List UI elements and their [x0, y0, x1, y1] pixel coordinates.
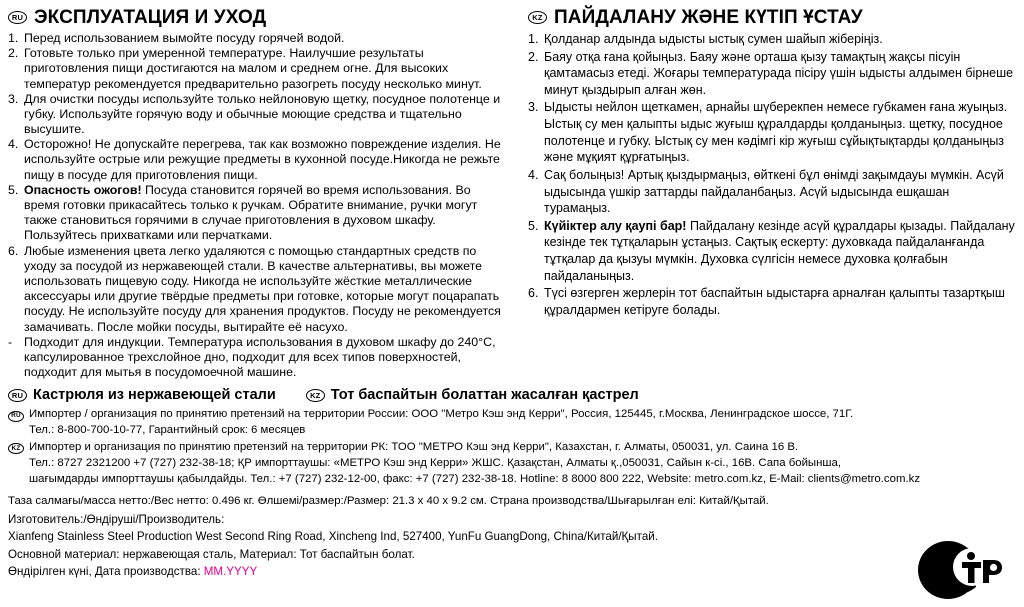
- list-text: Осторожно! Не допускайте перегрева, так как возможно повреждение изделия. Не используйте острые или режущие предметы в кухонной посуде.Никогда не режьте пищу в посуде для приготовления пищи.: [24, 137, 501, 182]
- list-item: [8, 46, 502, 92]
- list-text: Для очистки посуды используйте только нейлоновую щетку, посудное полотенце и губку. Используйте горячую воду и обычные моющие средства и тщательно высушите.: [24, 91, 501, 137]
- kz-heading-row: [528, 8, 1018, 28]
- list-item: [528, 99, 1018, 166]
- list-marker: 2.: [8, 46, 19, 61]
- production-date-label: Өндірілген күні, Дата производства:: [8, 565, 204, 579]
- list-marker: 1.: [8, 30, 19, 45]
- ru-flag-badge-icon: RU: [8, 411, 24, 422]
- list-marker: 4.: [528, 167, 539, 182]
- list-item: [528, 31, 1018, 48]
- list-text-lead: Күйіктер алу қаупі бар!: [544, 218, 687, 233]
- list-text: Қолданар алдында ыдысты ыстық сумен шайып жіберіңіз.: [544, 31, 883, 46]
- list-text: Готовьте только при умеренной температуре. Наилучшие результаты приготовления пищи достигаются на малом и среднем огне. Для высоких температур рекомендуется предварительно разогреть посуду несколько минут.: [24, 46, 482, 91]
- product-title-kz: Тот баспайтын болаттан жасалған қастрел: [330, 387, 639, 404]
- kz-flag-badge-icon: KZ: [528, 11, 547, 24]
- list-marker: 5.: [8, 182, 19, 197]
- manufacturer-label: Изготовитель:/Өндіруші/Производитель:: [8, 512, 225, 526]
- material-text: Основной материал: нержавеющая сталь, Материал: Тот баспайтын болат.: [8, 547, 415, 561]
- list-marker: 1.: [528, 31, 539, 46]
- list-text: Сақ болыңыз! Артық қыздырмаңыз, өйткені бұл өнімді зақымдауы мүмкін. Асүй ыдысында үшкір заттарды пайдаланбаңыз. Асүй ыдысында ешқашан турамаңыз.: [544, 167, 1004, 216]
- list-marker: 6.: [8, 243, 19, 258]
- list-text: Любые изменения цвета легко удаляются с помощью стандартных средств по уходу за посудой из нержавеющей стали. В качестве альтернативы, вы можете использовать пищевую соду. Никогда не используйте жёсткие металлические аксессуары или другие твёрдые предметы при готовке, которые могут поцарапать посуду. Не используйте посуду для хранения продуктов. Посуду не рекомендуется замачивать. После мойки посуды, вытирайте её насухо.: [24, 243, 501, 334]
- list-text: Түсі өзгерген жерлерін тот баспайтын ыдыстарға арналған қалыпты тазартқыш құралдармен кетіруге болады.: [544, 286, 1005, 317]
- kz-phone-text-continued: шағымдарды импорттаушы қабылдайды. Тел.: +7 (727) 232-12-00, факс: +7 (727) 232-38-18. Hotline: 8 8000 800 222, Website: metro.com.kz, E-Mail: clients@metro.com.kz: [29, 473, 921, 485]
- list-marker: 2.: [528, 49, 539, 64]
- list-marker: 5.: [528, 218, 539, 233]
- instructions-column-ru: [0, 6, 512, 380]
- list-text: Баяу отқа ғана қойыңыз. Баяу және орташа қызу тамақтың жақсы пісуін қамтамасыз етеді. Жоғары температурада пісіру үшін ыдысты алдымен бірнеше минут қыздырып алған жөн.: [544, 49, 1014, 97]
- kz-section-title: ПАЙДАЛАНУ ЖӘНЕ КҮТІП ҰСТАУ: [554, 7, 863, 28]
- weight-and-size-text: Таза салмағы/масса нетто:/Вес нетто: 0.496 кг. Өлшемі/размер:/Размер: 21.3 x 40 x 9.2 см. Страна производства/Шығарылған елі: Китай/Қытай.: [8, 495, 769, 508]
- kz-flag-badge-icon: KZ: [306, 389, 325, 402]
- production-date-value: MM.YYYY: [203, 565, 258, 579]
- list-item: [8, 31, 502, 46]
- list-item: [8, 137, 502, 183]
- ru-rules-list: [8, 31, 502, 380]
- list-text: Ыдысты нейлон щеткамен, арнайы шүберекпен немесе губкамен ғана жуыңыз. Ыстық су мен қалыпты ыдыс жуғыш құралдарды қолданыңыз. щетку, посудное полотенце и губку. Ыстық су мен кәдімгі кір жуғыш сұйықтықтарды қолданыңыз және мұқият құрғатыңыз.: [544, 100, 1008, 165]
- kz-phone-text: Тел.: 8727 2321200 +7 (727) 232-38-18; ҚР импорттаушы: «МЕТРО Кэш энд Керри» ЖШС. Қазақстан, Алматы қ.,050031, Сайын к-сі., 16В. Сапа бойынша,: [29, 456, 842, 469]
- kz-importer-row: [8, 439, 1016, 455]
- list-item: [8, 183, 502, 244]
- ru-importer-text: Импортер / организация по принятию претензий на территории России: ООО "Метро Кэш энд Керри", Россия, 125445, г.Москва, Ленинградское шоссе, 71Г.: [29, 408, 854, 421]
- eac-conformity-mark-icon: [904, 539, 1008, 601]
- kz-flag-badge-icon: KZ: [8, 443, 24, 454]
- list-text: Подходит для индукции. Температура использования в духовом шкафу до 240°C, капсулированное трехслойное дно, подходит для всех типов поверхностей, подходит для мытья в посудомоечной машине.: [24, 334, 496, 380]
- list-marker: 6.: [528, 286, 539, 301]
- product-specs-block: [0, 493, 1024, 581]
- list-marker: -: [8, 334, 13, 349]
- list-text-lead: Опасность ожогов!: [24, 182, 142, 197]
- production-date-row: [8, 563, 1016, 581]
- list-marker: 3.: [528, 100, 539, 115]
- ru-flag-badge-icon: RU: [8, 11, 27, 24]
- list-item: [8, 335, 502, 381]
- manufacturer-address: Xianfeng Stainless Steel Production West Second Ring Road, Xincheng Ind, 527400, YunFu GuangDong, China/Китай/Қытай.: [8, 530, 658, 544]
- list-marker: 4.: [8, 137, 19, 152]
- list-item: [8, 92, 502, 138]
- ru-phone-warranty-text: Тел.: 8-800-700-10-77, Гарантийный срок: 6 месяцев: [29, 424, 306, 437]
- product-title-row: [0, 387, 1024, 403]
- kz-importer-text: Импортер и организация по принятию претензий на территории РК: ТОО "МЕТРО Кэш энд Керри", Казахстан, г. Алматы, 050031, ул. Саина 16 В.: [29, 440, 799, 453]
- ru-section-title: ЭКСПЛУАТАЦИЯ И УХОД: [34, 7, 267, 28]
- list-text: Пайдалану кезінде асүй құралдары қызады. Пайдалану кезінде тек тұтқаларын ұстаңыз. Сақтық ескерту: духовкада пайдаланғанда тұтқалар да қызуы мүмкін. Духовка сүлгісін немесе духовка қолғабын пайдаланыңыз.: [544, 218, 1015, 283]
- ru-flag-badge-icon: RU: [8, 389, 27, 402]
- list-item: [528, 167, 1018, 217]
- ru-importer-row: [8, 406, 1016, 422]
- importer-block: [0, 406, 1024, 487]
- instructions-column-kz: [512, 6, 1024, 380]
- kz-rules-list: [528, 31, 1018, 319]
- product-title-ru: Кастрюля из нержавеющей стали: [33, 387, 276, 404]
- list-text: Перед использованием вымойте посуду горячей водой.: [24, 30, 345, 45]
- list-item: [528, 218, 1018, 285]
- list-text: Посуда становится горячей во время использования. Во время готовки прикасайтесь только к ручкам. Обратите внимание, ручки могут также становиться горячими в случае приготовления в духовом шкафу. Пользуйтесь прихватками или перчатками.: [24, 182, 478, 243]
- list-marker: 3.: [8, 91, 19, 106]
- list-item: [528, 49, 1018, 99]
- list-item: [8, 244, 502, 335]
- ru-heading-row: [8, 8, 502, 28]
- list-item: [528, 285, 1018, 318]
